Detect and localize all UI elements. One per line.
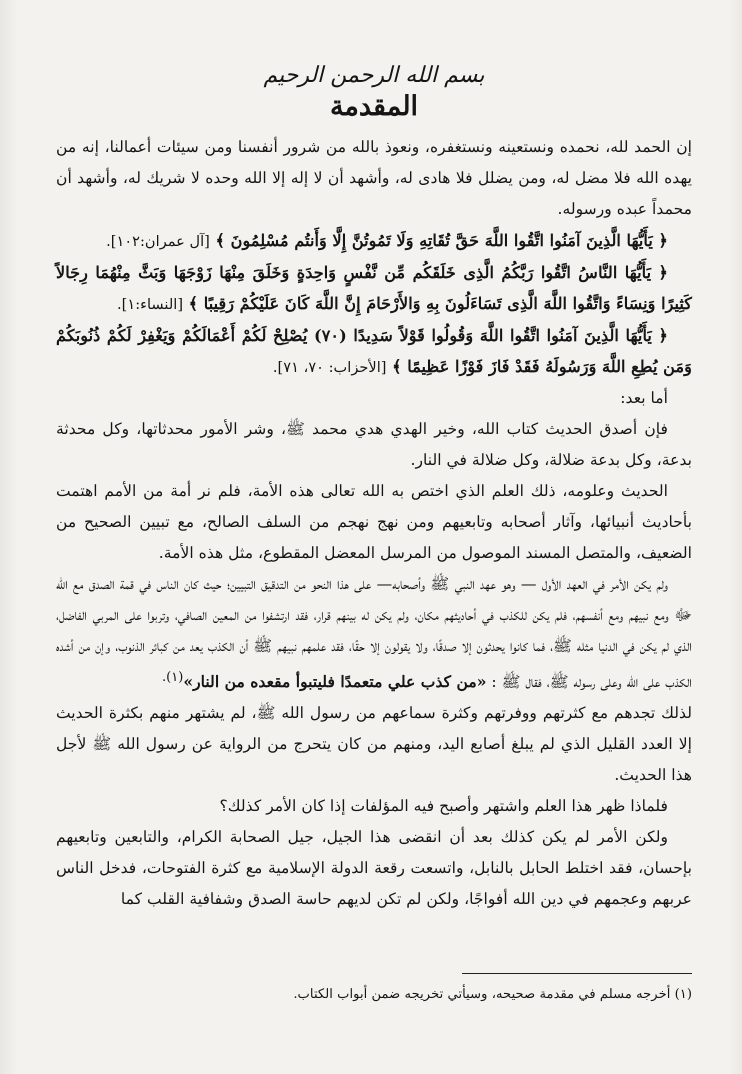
verse-text: ﴿ يَأَيُّهَا الَّذِينَ آمَنُوا اتَّقُوا اللَّهَ وَقُولُوا قَوْلاً سَدِيدًا (٧٠) يُصْلِحْ لَكُمْ أَعْمَالَكُمْ وَيَغْفِرْ لَكُمْ ذُنُوبَكُمْ وَمَن يُطِعِ اللَّهَ وَرَسُولَهُ فَقَدْ فَازَ فَوْزًا عَظِيمًا ﴾ [56,326,692,376]
question-paragraph: فلماذا ظهر هذا العلم واشتهر وأصبح فيه المؤلفات إذا كان الأمر كذلك؟ [219,797,668,816]
amma-bad: أما بعد: [620,389,668,407]
verse-reference: [الأحزاب: ٧٠، ٧١]. [272,359,387,376]
companions-paragraph: لذلك تجدهم مع كثرتهم ووفرتهم وكثرة سماعهم من رسول الله ﷺ، لم يشتهر منهم بكثرة الحديث إلا العدد القليل الذي لم يبلغ أصابع اليد، ومنهم من كان يتحرج من الرواية عن رسول الله ﷺ لأجل هذا الحديث. [56,704,692,785]
first-era-paragraph [56,569,692,698]
verse-al-ahzab [56,320,692,383]
hadith-science-paragraph: الحديث وعلومه، ذلك العلم الذي اختص به الله تعالى هذه الأمة، فلم نر أمة من الأمم اهتمت بأحاديث أنبيائها، وآثار أصحابه وتابعيهم ومن نهج نهجم من السلف الصالح، مع تبيين الصحيح من الضعيف، والمتصل المسند الموصول من المرسل المعضل المقطوع، مثل هذه الأمة. [56,482,692,562]
verse-al-imran [56,225,692,257]
hadith-quote: «من كذب علي متعمدًا فليتبوأ مقعده من النار» [183,672,487,692]
paragraph-text: ولم يكن الأمر في العهد الأول — وهو عهد النبي ﷺ وأصحابه— على هذا النحو من التدقيق التبيين؛ حيث كان الناس في قمة الصدق مع الله ﷻ ومع نبيهم ومع أنفسهم، فلم يكن للكذب في أحاديثهم مكان، ولم يكن له بينهم قرار، فقد ارتشفوا من المعين الصافي، وتربوا على المربي الفاضل، الذي لم يكن في الدنيا مثله ﷺ، فما كانوا يحدثون إلا صدقًا، ولا يقولون إلا حقًا، فقد علمهم نبيهم ﷺ أن الكذب يعد من كبائر الذنوب، وإن من أشده الكذب على الله وعلى رسوله ﷺ، فقال ﷺ : [56,575,692,692]
verse-reference: [آل عمران:١٠٢]. [106,233,210,250]
verse-an-nisa [56,257,692,320]
khutbat-al-hajah-paragraph: فإن أصدق الحديث كتاب الله، وخير الهدي هدي محمد ﷺ، وشر الأمور محدثاتها، وكل محدثة بدعة، وكل بدعة ضلالة، وكل ضلالة في النار. [56,420,692,469]
page-title: المقدمة [329,91,419,122]
verse-reference: [النساء:١]. [117,296,184,313]
basmala-heading: بسم الله الرحمن الرحيم [263,63,485,88]
footnote-divider [462,973,692,974]
later-generations-paragraph: ولكن الأمر لم يكن كذلك بعد أن انقضى هذا الجيل، جيل الصحابة الكرام، والتابعين وتابعيهم بإحسان، فقد اختلط الحابل بالنابل، واتسعت رقعة الدولة الإسلامية مع كثرة الفتوحات، فدخل الناس عربهم وعجمهم في دين الله أفواجًا، ولكن لم تكن لديهم حاسة الصدق وشفافية القلب كما [56,828,692,909]
footnote: (١) أخرجه مسلم في مقدمة صحيحه، وسيأتي تخريجه ضمن أبواب الكتاب. [293,987,692,1002]
verse-text: ﴿ يَأَيُّهَا النَّاسُ اتَّقُوا رَبَّكُمُ الَّذِى خَلَقَكُم مِّن نَّفْسٍ وَاحِدَةٍ وَخَلَقَ مِنْهَا زَوْجَهَا وَبَثَّ مِنْهُمَا رِجَالاً كَثِيرًا وَنِسَاءً وَاتَّقُوا اللَّهَ الَّذِى تَسَاءَلُونَ بِهِ وَالأَرْحَامَ إِنَّ اللَّهَ كَانَ عَلَيْكُمْ رَقِيبًا ﴾ [56,263,692,313]
opening-paragraph: إن الحمد لله، نحمده ونستعينه ونستغفره، ونعوذ بالله من شرور أنفسنا ومن سيئات أعمالنا، إنه من يهده الله فلا مضل له، ومن يضلل فلا هادى له، وأشهد أن لا إله إلا الله وحده لا شريك له، وأشهد أن محمداً عبده ورسوله. [56,138,692,218]
footnote-marker: (١). [162,670,184,685]
verse-text: ﴿ يَأَيُّهَا الَّذِينَ آمَنُوا اتَّقُوا اللَّهَ حَقَّ تُقَاتِهِ وَلَا تَمُوتُنَّ إِلَّا وَأَنتُم مُسْلِمُونَ ﴾ [215,231,668,250]
